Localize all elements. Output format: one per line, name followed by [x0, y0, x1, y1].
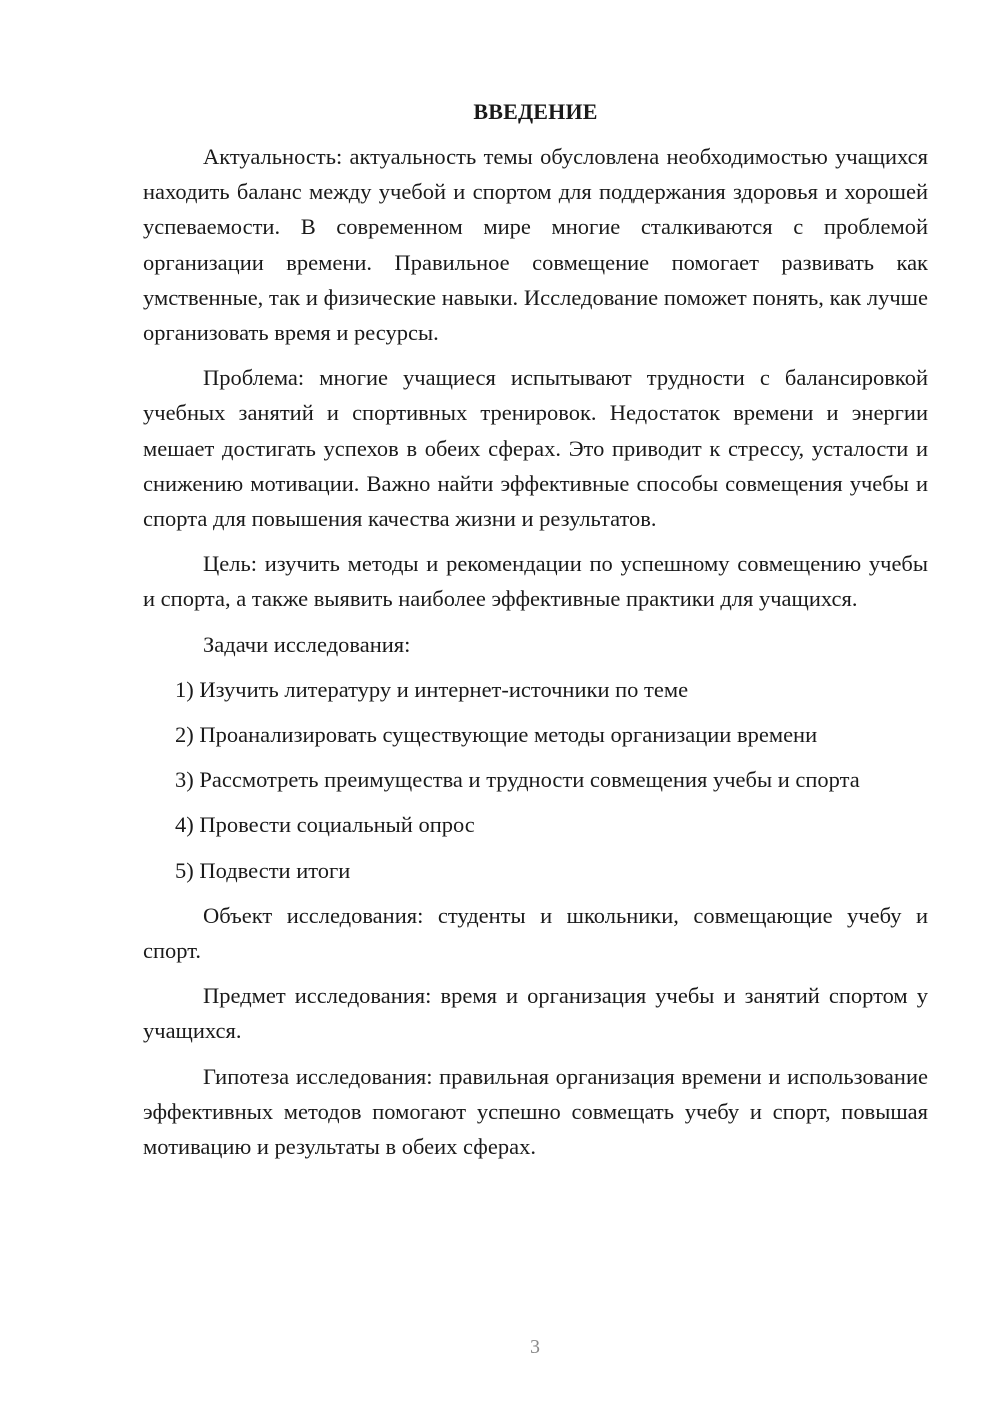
subject-paragraph: Предмет исследования: время и организация учебы и занятий спортом у учащихся.: [143, 983, 928, 1044]
task-item: 5) Подвести итоги: [175, 857, 351, 883]
task-item: 4) Провести социальный опрос: [175, 812, 475, 838]
page-number: 3: [530, 1336, 540, 1358]
relevance-paragraph: Актуальность: актуальность темы обусловлена необходимостью учащихся находить баланс между учебой и спортом для поддержания здоровья и хорошей успеваемости. В современном мире многие сталкиваются с проблемой организации времени. Правильное совмещение помогает развивать как умственные, так и физические навыки. Исследование поможет понять, как лучше организовать время и ресурсы.: [143, 144, 928, 346]
task-item: 1) Изучить литературу и интернет-источники по теме: [175, 676, 689, 702]
section-title: ВВЕДЕНИЕ: [473, 99, 598, 124]
tasks-heading: Задачи исследования:: [203, 631, 411, 657]
tasks-list: [143, 672, 928, 888]
problem-paragraph: Проблема: многие учащиеся испытывают трудности с балансировкой учебных занятий и спортивных тренировок. Недостаток времени и энергии мешает достигать успехов в обеих сферах. Это приводит к стрессу, усталости и снижению мотивации. Важно найти эффективные способы совмещения учебы и спорта для повышения качества жизни и результатов.: [143, 365, 928, 532]
object-paragraph: Объект исследования: студенты и школьники, совмещающие учебу и спорт.: [143, 902, 928, 964]
task-item: 2) Проанализировать существующие методы организации времени: [175, 722, 818, 748]
goal-paragraph: Цель: изучить методы и рекомендации по успешному совмещению учебы и спорта, а также выявить наиболее эффективные практики для учащихся.: [143, 551, 928, 612]
hypothesis-paragraph: Гипотеза исследования: правильная организация времени и использование эффективных методов помогают успешно совмещать учебу и спорт, повышая мотивацию и результаты в обеих сферах.: [143, 1063, 928, 1160]
document-body: [143, 94, 928, 1174]
task-item: 3) Рассмотреть преимущества и трудности совмещения учебы и спорта: [175, 767, 860, 793]
